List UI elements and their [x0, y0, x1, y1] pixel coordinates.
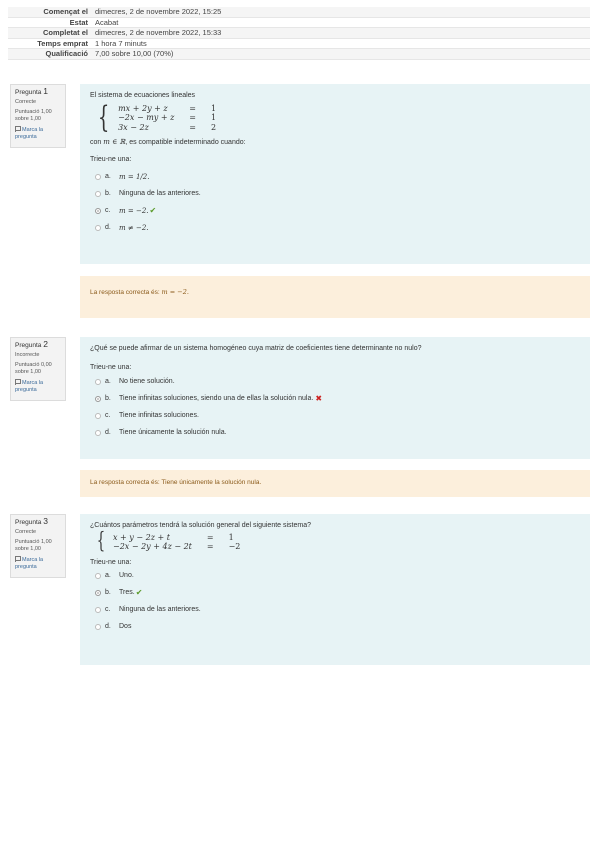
summary-value: 1 hora 7 minuts — [95, 38, 147, 48]
question-content-2 — [80, 337, 590, 459]
flag-question-link[interactable] — [15, 556, 61, 571]
answer-option-c[interactable] — [95, 601, 580, 618]
option-letter: c. — [105, 606, 111, 613]
question-info-2 — [10, 337, 66, 401]
incorrect-cross-icon: ✖ — [315, 394, 323, 403]
equation-lhs: −2x − my + z — [118, 113, 175, 123]
equation-sign: = — [189, 103, 196, 113]
radio-button[interactable] — [95, 624, 101, 630]
radio-button[interactable] — [95, 225, 101, 231]
summary-row-started — [8, 7, 590, 18]
option-letter: d. — [105, 429, 111, 436]
radio-button-selected[interactable] — [95, 396, 101, 402]
equation-lhs: 3x − 2z — [118, 122, 149, 132]
option-text: Ninguna de las anteriores. — [119, 190, 201, 197]
correct-check-icon: ✔ — [135, 588, 143, 597]
question-content-3 — [80, 514, 590, 665]
summary-row-state — [8, 18, 590, 29]
radio-button[interactable] — [95, 174, 101, 180]
answer-option-c[interactable] — [95, 407, 580, 424]
option-text: m = −2. — [119, 206, 149, 215]
question-title — [15, 518, 61, 526]
question-title-prefix: Pregunta — [15, 89, 42, 96]
feedback-answer: Tiene únicamente la solución nula. — [161, 479, 262, 486]
equation-system — [94, 100, 580, 135]
question-status: Incorrecte — [15, 352, 40, 358]
equation-rhs: −2 — [228, 542, 241, 551]
option-text: m = 1/2. — [119, 172, 150, 181]
summary-row-time — [8, 39, 590, 50]
question-title — [15, 341, 61, 349]
summary-label: Completat el — [42, 28, 88, 37]
radio-button-selected[interactable] — [95, 208, 101, 214]
radio-button[interactable] — [95, 430, 101, 436]
option-letter: c. — [105, 412, 111, 419]
answer-option-a[interactable] — [95, 373, 580, 390]
condition-math: m ∈ ℝ — [103, 138, 126, 146]
flag-question-label: Marca la pregunta — [15, 557, 44, 570]
summary-label: Qualificació — [45, 49, 88, 58]
feedback-prefix: La resposta correcta és: — [90, 479, 162, 486]
answer-option-d[interactable] — [95, 219, 580, 236]
answer-option-b[interactable] — [95, 390, 580, 407]
question-condition — [90, 137, 580, 148]
answer-option-a[interactable] — [95, 168, 580, 185]
correct-answer-feedback-2 — [80, 470, 590, 497]
question-info-1 — [10, 84, 66, 148]
condition-prefix: con — [90, 139, 104, 146]
condition-suffix: , es compatible indeterminado cuando: — [125, 139, 246, 146]
summary-row-grade — [8, 49, 590, 60]
summary-value: dimecres, 2 de novembre 2022, 15:25 — [95, 7, 222, 16]
option-letter: b. — [105, 395, 111, 402]
equation-lhs: mx + 2y + z — [118, 103, 168, 113]
answer-option-b[interactable] — [95, 185, 580, 202]
flag-question-label: Marca la pregunta — [15, 127, 44, 140]
question-number: 2 — [43, 339, 48, 349]
summary-value: dimecres, 2 de novembre 2022, 15:33 — [95, 28, 222, 37]
flag-icon — [15, 556, 20, 562]
summary-label: Estat — [69, 17, 88, 27]
equation-sign: = — [189, 122, 196, 132]
question-status: Correcte — [15, 99, 37, 105]
equation-sign: = — [206, 532, 214, 542]
question-number: 1 — [43, 86, 48, 96]
option-text: Uno. — [119, 572, 134, 579]
radio-button[interactable] — [95, 191, 101, 197]
equation-sign: = — [206, 542, 214, 551]
flag-icon — [15, 126, 20, 132]
flag-question-label: Marca la pregunta — [15, 380, 44, 393]
equation-rhs: 2 — [211, 122, 217, 132]
brace-symbol: { — [96, 529, 106, 554]
question-number: 3 — [43, 516, 48, 526]
question-score: Puntuació 0,00 sobre 1,00 — [15, 362, 52, 375]
question-info-3 — [10, 514, 66, 578]
question-text: El sistema de ecuaciones lineales — [90, 92, 196, 99]
correct-answer-feedback-1 — [80, 276, 590, 318]
equation-lhs: x + y − 2z + t — [113, 532, 170, 542]
radio-button-selected[interactable] — [95, 590, 101, 596]
flag-icon — [15, 379, 20, 385]
option-text: Tiene únicamente la solución nula. — [119, 429, 227, 436]
question-title — [15, 88, 61, 96]
flag-question-link[interactable] — [15, 379, 61, 394]
answer-option-c[interactable] — [95, 202, 580, 219]
answer-option-d[interactable] — [95, 618, 580, 635]
option-letter: b. — [105, 589, 111, 596]
equation-lhs: −2x − 2y + 4z − 2t — [113, 542, 192, 551]
question-title-prefix: Pregunta — [15, 519, 42, 526]
equation-rhs: 1 — [228, 532, 234, 542]
question-status: Correcte — [15, 529, 37, 535]
option-text: m ≠ −2. — [119, 223, 149, 232]
option-letter: d. — [105, 224, 111, 231]
equation-rhs: 1 — [211, 113, 217, 123]
choose-one-prompt: Trieu-ne una: — [90, 364, 132, 371]
question-content-1 — [80, 84, 590, 264]
option-letter: a. — [105, 572, 111, 579]
answer-option-a[interactable] — [95, 567, 580, 584]
feedback-prefix: La resposta correcta és: — [90, 289, 162, 296]
radio-button[interactable] — [95, 379, 101, 385]
choose-one-prompt: Trieu-ne una: — [90, 559, 132, 566]
correct-check-icon: ✔ — [149, 206, 157, 215]
option-text: Dos — [119, 623, 132, 630]
question-text: ¿Cuántos parámetros tendrá la solución general del siguiente sistema? — [90, 522, 312, 529]
answer-option-d[interactable] — [95, 424, 580, 441]
question-text: ¿Qué se puede afirmar de un sistema homogéneo cuya matriz de coeficientes tiene determinante no nulo? — [90, 345, 422, 352]
option-letter: d. — [105, 623, 111, 630]
attempt-summary-table — [8, 7, 590, 60]
option-letter: a. — [105, 378, 111, 385]
option-text: Tiene infinitas soluciones, siendo una de ellas la solución nula. — [119, 395, 314, 402]
option-text: Ninguna de las anteriores. — [119, 606, 201, 613]
summary-label: Començat el — [43, 7, 88, 16]
option-letter: c. — [105, 207, 111, 214]
question-title-prefix: Pregunta — [15, 342, 42, 349]
option-text: Tres. — [119, 589, 135, 596]
question-score: Puntuació 1,00 sobre 1,00 — [15, 109, 52, 122]
radio-button[interactable] — [95, 413, 101, 419]
summary-label: Temps emprat — [37, 38, 88, 48]
equation-system — [94, 531, 580, 553]
question-score: Puntuació 1,00 sobre 1,00 — [15, 539, 52, 552]
radio-button[interactable] — [95, 607, 101, 613]
brace-symbol: { — [97, 100, 110, 135]
feedback-answer: m = −2. — [161, 288, 189, 296]
equation-table — [115, 104, 219, 133]
option-letter: a. — [105, 173, 111, 180]
radio-button[interactable] — [95, 573, 101, 579]
equation-table — [110, 533, 243, 552]
answer-option-b[interactable] — [95, 584, 580, 601]
choose-one-prompt: Trieu-ne una: — [90, 156, 132, 163]
option-letter: b. — [105, 190, 111, 197]
option-text: Tiene infinitas soluciones. — [119, 412, 199, 419]
summary-value: Acabat — [95, 17, 119, 27]
equation-sign: = — [189, 113, 196, 123]
summary-row-completed — [8, 28, 590, 39]
option-text: No tiene solución. — [119, 378, 175, 385]
equation-rhs: 1 — [211, 103, 217, 113]
flag-question-link[interactable] — [15, 126, 61, 141]
summary-value: 7,00 sobre 10,00 (70%) — [95, 49, 174, 58]
